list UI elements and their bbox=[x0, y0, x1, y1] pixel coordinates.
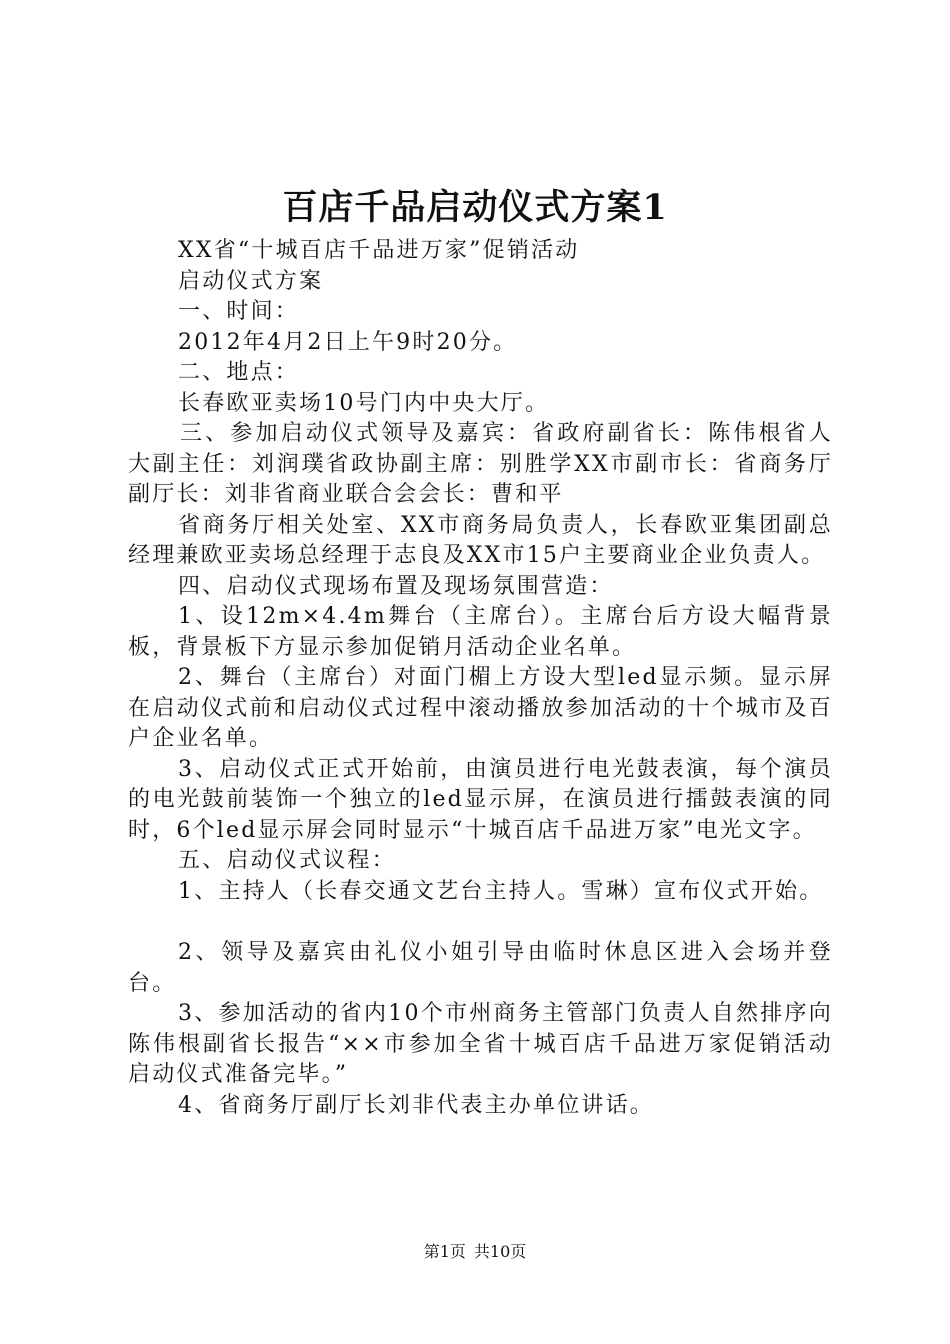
paragraph-guests: 三、参加启动仪式领导及嘉宾：省政府副省长：陈伟根省人大副主任：刘润璞省政协副主席：别胜学XX市副市长：省商务厅副厅长：刘非省商业联合会会长：曹和平 bbox=[128, 421, 833, 507]
section-heading-agenda: 五、启动仪式议程： bbox=[178, 848, 396, 873]
paragraph-agenda-4: 4、省商务厅副厅长刘非代表主办单位讲话。 bbox=[178, 1092, 654, 1118]
section-heading-venue-setup: 四、启动仪式现场布置及现场氛围营造： bbox=[178, 573, 614, 599]
page-total: 共10页 bbox=[473, 1242, 527, 1261]
paragraph-location: 长春欧亚卖场10号门内中央大厅。 bbox=[178, 390, 550, 416]
paragraph-led-screen: 2、舞台（主席台）对面门楣上方设大型led显示频。显示屏在启动仪式前和启动仪式过程中滚动播放参加活动的十个城市及百户企业名单。 bbox=[128, 665, 833, 751]
section-heading-location: 二、地点： bbox=[178, 360, 300, 385]
paragraph-participants: 省商务厅相关处室、XX市商务局负责人，长春欧亚集团副总经理兼欧亚卖场总经理于志良及XX市15户主要商业企业负责人。 bbox=[128, 512, 833, 568]
document-title: 百店千品启动仪式方案1 bbox=[282, 187, 668, 228]
paragraph-campaign-name: XX省“十城百店千品进万家”促销活动 bbox=[178, 238, 580, 263]
document-body bbox=[128, 236, 833, 1121]
paragraph-agenda-1: 1、主持人（长春交通文艺台主持人。雪琳）宣布仪式开始。 bbox=[178, 878, 824, 904]
paragraph-plan-subtitle: 启动仪式方案 bbox=[178, 268, 324, 294]
paragraph-agenda-2: 2、领导及嘉宾由礼仪小姐引导由临时休息区进入会场并登台。 bbox=[128, 940, 833, 996]
page-number: 第1页 bbox=[423, 1242, 466, 1261]
paragraph-drum-show: 3、启动仪式正式开始前，由演员进行电光鼓表演，每个演员的电光鼓前装饰一个独立的led显示屏，在演员进行擂鼓表演的同时，6个led显示屏会同时显示“十城百店千品进万家”电光文字。 bbox=[128, 756, 833, 843]
page-footer bbox=[0, 1241, 950, 1263]
paragraph-agenda-3: 3、参加活动的省内10个市州商务主管部门负责人自然排序向陈伟根副省长报告“××市参加全省十城百店千品进万家促销活动启动仪式准备完毕。” bbox=[128, 1001, 833, 1087]
paragraph-stage: 1、设12m×4.4m舞台（主席台）。主席台后方设大幅背景板，背景板下方显示参加促销月活动企业名单。 bbox=[128, 604, 833, 660]
paragraph-time: 2012年4月2日上午9时20分。 bbox=[178, 329, 518, 355]
section-heading-time: 一、时间： bbox=[178, 299, 300, 324]
